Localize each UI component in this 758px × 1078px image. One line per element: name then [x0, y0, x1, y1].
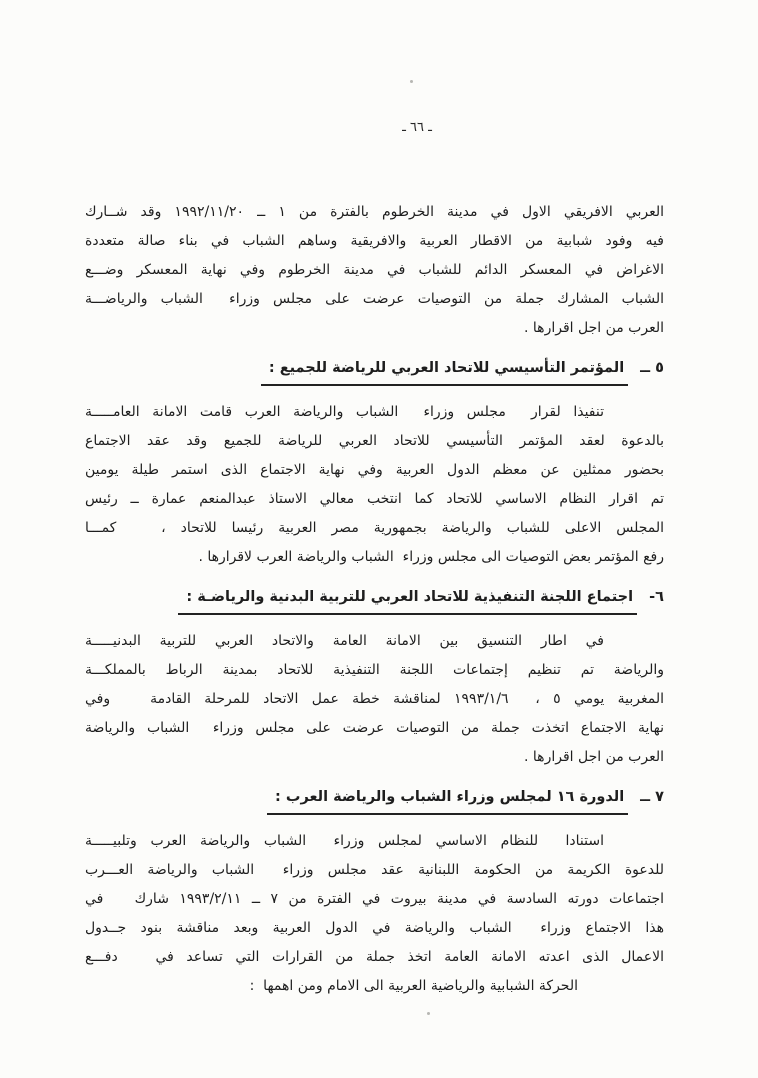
paragraph-line: العرب من اجل اقرارها . — [524, 749, 664, 765]
document-content — [85, 186, 664, 1001]
paragraph-line: الاعمال الذى اعدته الامانة العامة اتخذ جملة من القرارات التي تساعد في دفـــع — [85, 949, 664, 965]
section-title: الدورة ١٦ لمجلس وزراء الشباب والرياضة العرب : — [267, 786, 628, 815]
section-5-paragraph — [85, 398, 664, 572]
paragraph-line: الشباب المشارك جملة من التوصيات عرضت على مجلس وزراء الشباب والرياضـــة — [85, 291, 664, 307]
paragraph-line: اجتماعات دورته السادسة في مدينة بيروت في الفترة من ٧ ــ ١٩٩٣/٢/١١ شارك في — [85, 891, 664, 907]
paragraph-line: تم اقرار النظام الاساسي للاتحاد كما انتخب معالي الاستاذ عبدالمنعم عمارة ــ رئيس — [85, 491, 664, 507]
paragraph-line: المجلس الاعلى للشباب والرياضة بجمهورية مصر العربية رئيسا للاتحاد ، كمـــا — [85, 520, 664, 536]
section-title: المؤتمر التأسيسي للاتحاد العربي للرياضة للجميع : — [261, 357, 628, 386]
section-number: ٦- — [649, 589, 664, 605]
paragraph-line: رفع المؤتمر بعض التوصيات الى مجلس وزراء الشباب والرياضة العرب لاقرارها . — [198, 549, 664, 565]
scan-speck — [427, 1012, 430, 1015]
scan-speck — [410, 80, 413, 83]
section-6-heading — [85, 586, 664, 615]
paragraph-line: والرياضة تم تنظيم إجتماعات اللجنة التنفيذية للاتحاد بمدينة الرباط بالمملكـــة — [85, 662, 664, 678]
paragraph-line: نهاية الاجتماع اتخذت جملة من التوصيات عرضت على مجلس وزراء الشباب والرياضة — [85, 720, 664, 736]
section-number: ٥ ــ — [640, 360, 664, 376]
paragraph-line: هذا الاجتماع وزراء الشباب والرياضة في الدول العربية وبعد مناقشة بنود جــدول — [85, 920, 664, 936]
section-7-heading — [85, 786, 664, 815]
paragraph-line: المغربية يومي ٥ ، ١٩٩٣/١/٦ لمناقشة خطة عمل الاتحاد للمرحلة القادمة وفي — [85, 691, 665, 707]
paragraph-line: بحضور ممثلين عن معظم الدول العربية وفي نهاية الاجتماع الذى استمر طيلة يومين — [85, 462, 664, 478]
section-7-paragraph — [85, 827, 664, 1001]
section-5-heading — [85, 357, 664, 386]
paragraph-line: استنادا للنظام الاساسي لمجلس وزراء الشباب والرياضة العرب وتلبيـــــة — [85, 833, 604, 849]
paragraph-line: العربي الافريقي الاول في مدينة الخرطوم بالفترة من ١ ــ ١٩٩٢/١١/٢٠ وقد شــارك — [85, 204, 665, 220]
paragraph-line: تنفيذا لقرار مجلس وزراء الشباب والرياضة العرب قامت الامانة العامـــــة — [85, 404, 604, 420]
section-title: اجتماع اللجنة التنفيذية للاتحاد العربي للتربية البدنية والرياضـة : — [178, 586, 637, 615]
section-6-paragraph — [85, 627, 664, 772]
paragraph-line: الحركة الشبابية والرياضية العربية الى الامام ومن اهمها : — [249, 978, 578, 994]
paragraph-line: فيه وفود شبابية من الاقطار العربية والافريقية وساهم الشباب في بناء صالة متعددة — [85, 233, 664, 249]
paragraph-line: العرب من اجل اقرارها . — [524, 320, 664, 336]
continuation-paragraph — [85, 198, 664, 343]
paragraph-line: للدعوة الكريمة من الحكومة اللبنانية عقد مجلس وزراء الشباب والرياضة العـــرب — [85, 862, 664, 878]
section-number: ٧ ــ — [640, 789, 664, 805]
paragraph-line: بالدعوة لعقد المؤتمر التأسيسي للاتحاد العربي للرياضة للجميع وقد عقد الاجتماع — [85, 433, 664, 449]
paragraph-line: في اطار التنسيق بين الامانة العامة والاتحاد العربي للتربية البدنيـــــة — [85, 633, 604, 649]
page-number: ـ ٦٦ ـ — [402, 120, 432, 135]
paragraph-line: الاغراض في المعسكر الدائم للشباب في مدينة الخرطوم وفي نهاية المعسكر وضـــع — [85, 262, 664, 278]
